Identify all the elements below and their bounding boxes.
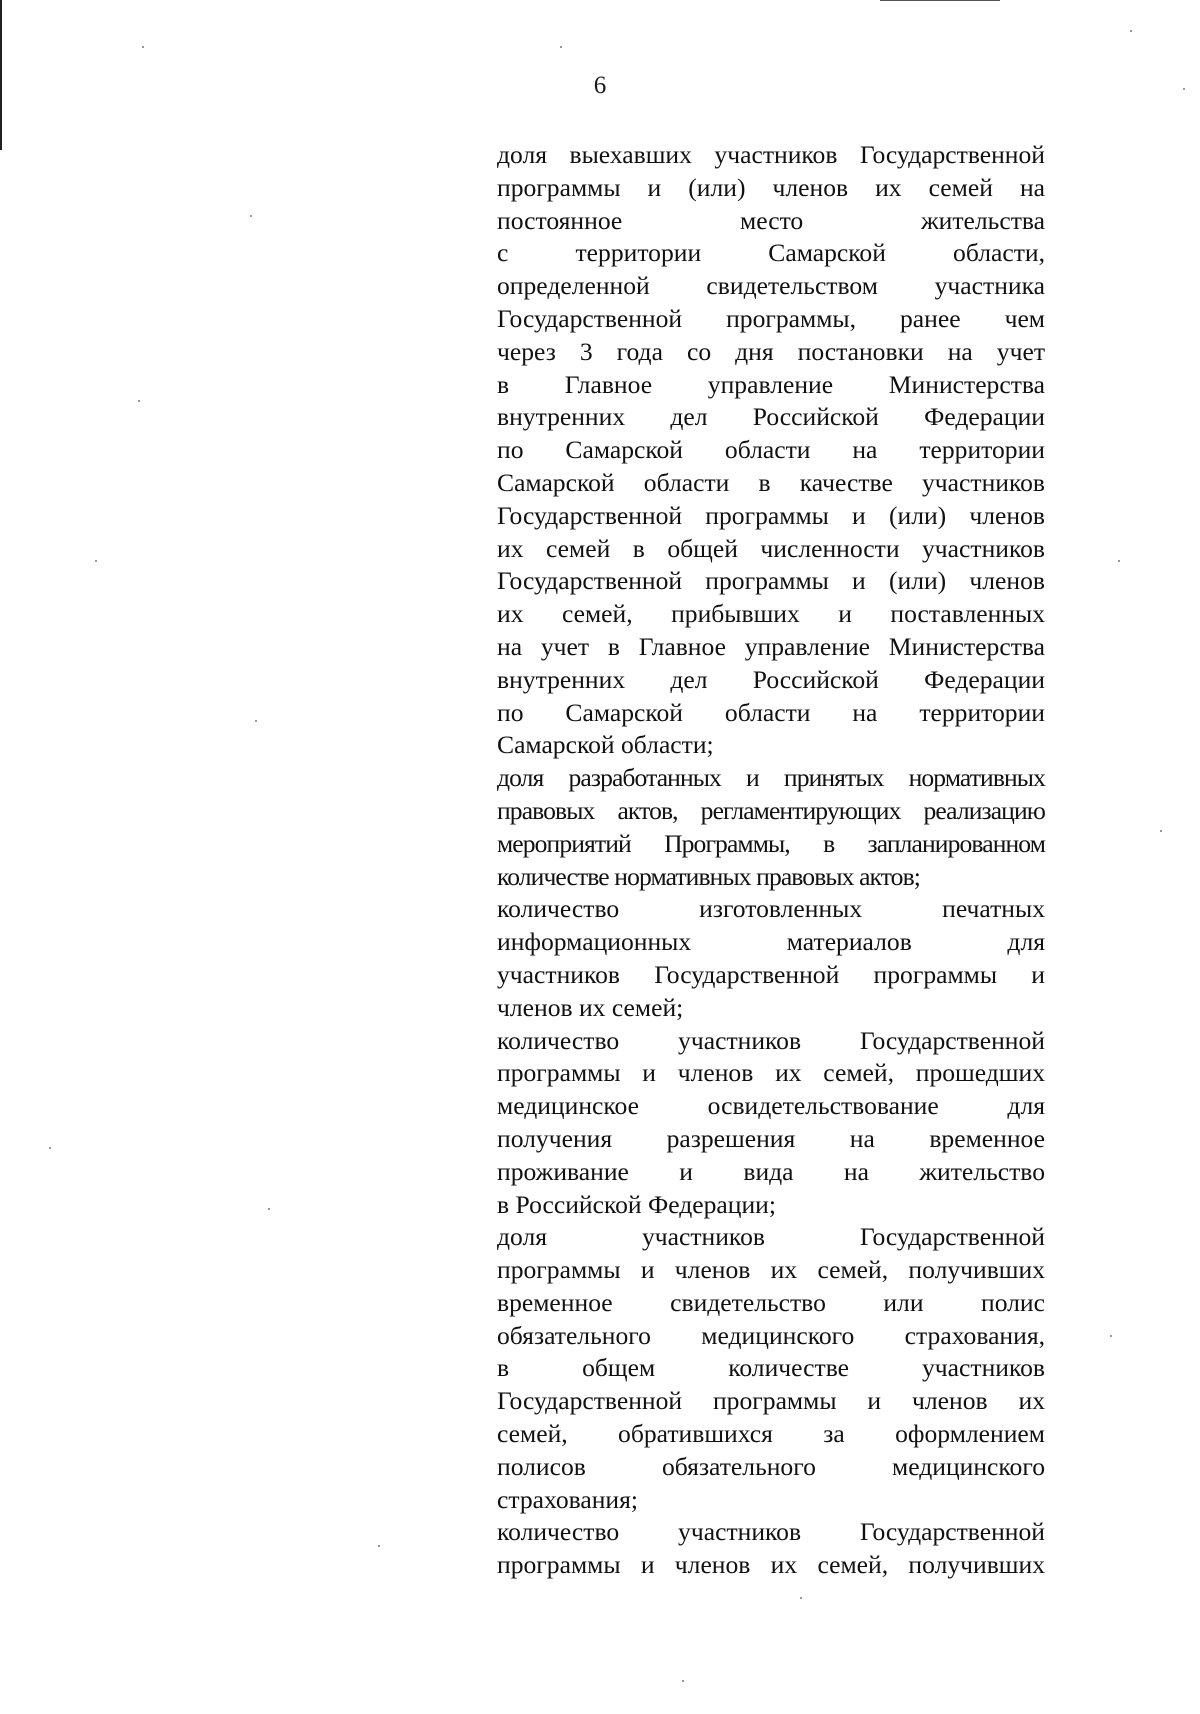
text-line: обязательного медицинского страхования, [497,1320,1045,1350]
scan-speck [1118,560,1120,562]
text-line: через 3 года со дня постановки на учет [497,336,1045,366]
text-line: количестве нормативных правовых актов; [497,861,920,891]
page-number: 6 [593,72,607,99]
text-line: по Самарской области на территории [497,435,1045,465]
text-line: программы и членов их семей, получивших [497,1550,1045,1580]
text-line: страхования; [497,1484,639,1514]
scan-speck [1160,830,1162,832]
text-line: количество участников Государственной [497,1025,1045,1055]
scan-speck [49,1147,51,1149]
paragraph-6 [497,1516,1045,1582]
text-line: постоянное место жительства [497,205,1045,235]
text-line: количество изготовленных печатных [497,894,1045,924]
scan-speck [1110,1335,1112,1337]
text-line: полисов обязательного медицинского [497,1451,1045,1481]
text-line: доля участников Государственной [497,1222,1045,1252]
scan-edge-top [880,0,1000,1]
text-line: в Российской Федерации; [497,1189,776,1219]
text-line: Самарской области; [497,730,714,760]
text-line: внутренних дел Российской Федерации [497,402,1045,432]
text-line: доля выехавших участников Государственной [497,140,1045,169]
scan-speck [255,720,257,722]
text-line: определенной свидетельством участника [497,271,1045,301]
scan-speck [1183,88,1185,90]
text-line: программы и (или) членов их семей на [497,172,1045,202]
text-line: проживание и вида на жительство [497,1156,1045,1186]
text-line: с территории Самарской области, [497,238,1045,268]
text-line: временное свидетельство или полис [497,1287,1045,1317]
text-line: участников Государственной программы и [497,959,1045,989]
paragraph-5 [497,1221,1045,1516]
text-line: информационных материалов для [497,927,1045,957]
scan-speck [800,1597,802,1599]
text-line: семей, обратившихся за оформлением [497,1419,1045,1449]
text-line: мероприятий Программы, в запланированном [497,828,1045,858]
text-line: Государственной программы и членов их [497,1386,1045,1416]
text-line: их семей в общей численности участников [497,533,1045,563]
scan-speck [250,215,252,217]
text-line: получения разрешения на временное [497,1123,1045,1153]
paragraph-3 [497,893,1045,1024]
text-line: программы и членов их семей, получивших [497,1255,1045,1285]
text-line: членов их семей; [497,992,684,1022]
scan-speck [95,560,97,562]
text-line: по Самарской области на территории [497,697,1045,727]
paragraph-1 [497,139,1045,762]
text-line: программы и членов их семей, прошедших [497,1058,1045,1088]
text-line: медицинское освидетельствование для [497,1091,1045,1121]
scan-speck [560,46,562,48]
text-line: Государственной программы, ранее чем [497,303,1045,333]
scan-speck [142,46,144,48]
scan-speck [268,1208,270,1210]
scan-speck [1130,30,1132,32]
text-line: на учет в Главное управление Министерства [497,631,1045,661]
scan-speck [378,1545,380,1547]
text-line: Государственной программы и (или) членов [497,566,1045,596]
paragraph-4 [497,1025,1045,1222]
scan-speck [138,400,140,402]
text-line: в общем количестве участников [497,1353,1045,1383]
text-line: количество участников Государственной [497,1517,1045,1547]
text-line: правовых актов, регламентирующих реализацию [497,795,1045,825]
text-line: Самарской области в качестве участников [497,467,1045,497]
text-line: их семей, прибывших и поставленных [497,599,1045,629]
paragraph-2 [497,762,1045,893]
text-line: Государственной программы и (или) членов [497,500,1045,530]
text-line: доля разработанных и принятых нормативных [497,763,1045,793]
body-text-column [497,139,1045,1582]
text-line: в Главное управление Министерства [497,369,1045,399]
text-line: внутренних дел Российской Федерации [497,664,1045,694]
scan-speck [682,1680,684,1682]
